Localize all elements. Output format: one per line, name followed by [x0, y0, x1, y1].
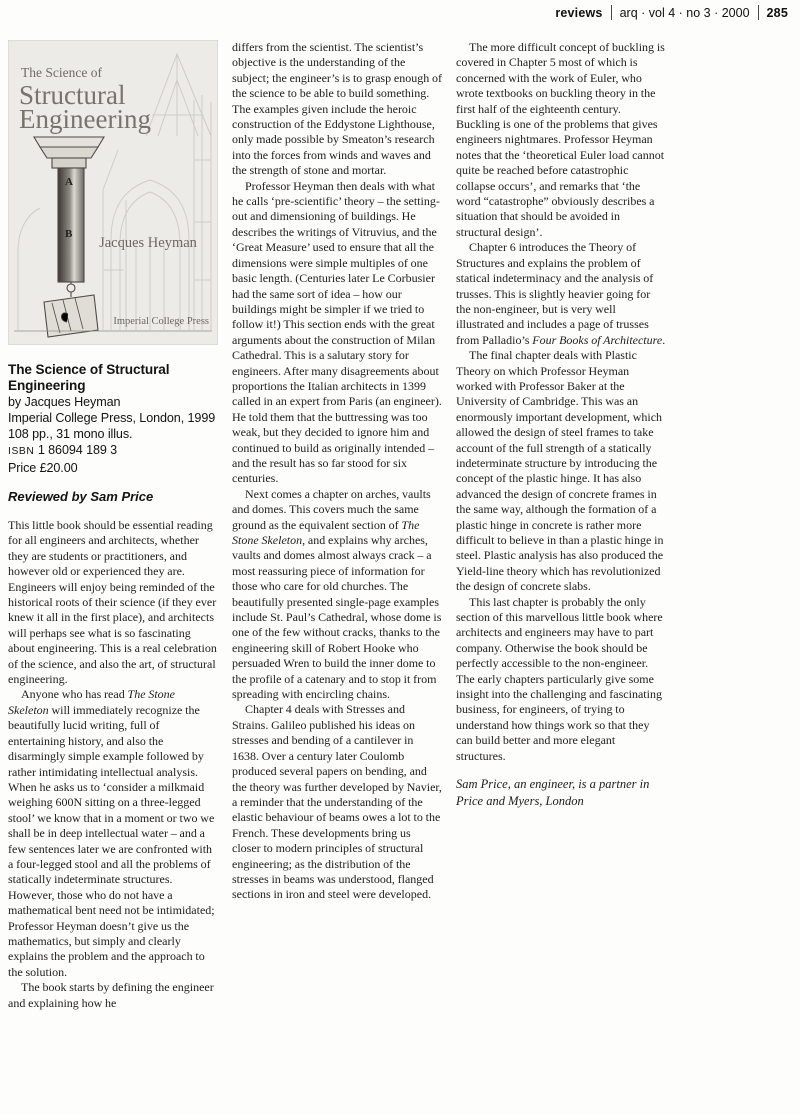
italic-text-run: The Stone Skeleton [8, 687, 175, 717]
text-run: The more difficult concept of buckling is covered in Chapter 5 most of which is concerned with the work of Euler, who wrote textbooks on buckling theory in the first half of the eighteenth century. Buckling is one of the problems that gives engineers nightmares. Professor Heyman notes that the ‘theoretical Euler load cannot quite be reached before catastrophic collapse occurs’, and remarks that ‘the word “catastrophe” obviously describes a situation that should be avoided in structural design’. [456, 40, 665, 239]
book-cover-image [8, 40, 218, 345]
text-run: Chapter 6 introduces the Theory of Structures and explains the problem of statical indeterminacy and the analysis of trusses. This is slightly heavier going for the non-engineer, but is very well illustrated and includes a page of trusses from Palladio’s [456, 240, 654, 347]
review-paragraph [232, 179, 442, 487]
column-left [8, 40, 218, 1011]
review-text-column-2 [232, 40, 442, 903]
bibliographic-info [8, 362, 218, 476]
review-text-column-1 [8, 518, 218, 1011]
text-run: Next comes a chapter on arches, vaults and domes. This covers much the same ground as the equivalent section of [232, 486, 431, 532]
text-run: . [662, 332, 666, 347]
cover-title-line1: Structural [19, 80, 126, 110]
review-paragraph [8, 687, 218, 980]
text-run: The final chapter deals with Plastic Theory on which Professor Heyman worked with Professor Baker at the University of Cambridge. This was an enormously important development, which allowed the design of steel frames to take account of the full strength of a statically indeterminate structure by introducing the concept of the plastic hinge. It has also advanced the design of concrete frames in the same way, although the formation of a plastic hinge in concrete is rather more difficult to believe in than a plastic hinge in steel. Plastic analysis has also produced the Yield-line theory which has revolutionized the design of concrete slabs. [456, 348, 664, 594]
cover-author: Jacques Heyman [99, 235, 197, 251]
isbn-number: 1 86094 189 3 [37, 443, 118, 457]
section-label: reviews [555, 5, 603, 20]
review-paragraph [232, 40, 442, 179]
review-paragraph [456, 595, 666, 764]
diagram-label-a: A [65, 176, 73, 188]
book-isbn-line [8, 442, 218, 460]
review-paragraph [232, 487, 442, 703]
column-middle [232, 40, 442, 903]
review-paragraph [456, 40, 666, 240]
column-right [456, 40, 666, 809]
cover-title-line2: Engineering [19, 104, 151, 134]
book-extent-line: 108 pp., 31 mono illus. [8, 427, 133, 441]
text-run: The book starts by defining the engineer and explaining how he [8, 980, 214, 1010]
text-run: This last chapter is probably the only section of this marvellous little book where architects and engineers may have to part company. Otherwise the book should be perfectly accessible to the non-engineer. The early chapters particularly give some insight into the challenging and fascinating business, for engineers, of trying to understand how things work so that they can build better and more elegant structures. [456, 594, 663, 763]
journal-volume-label: arq · vol 4 · no 3 · 2000 [619, 5, 750, 20]
review-text-column-3 [456, 40, 666, 764]
diagram-label-b: B [65, 228, 73, 240]
text-run: Anyone who has read [21, 687, 128, 702]
review-paragraph [8, 980, 218, 1011]
italic-text-run: Four Books of Architecture [532, 332, 663, 347]
book-title: The Science of Structural Engineering [8, 362, 170, 393]
review-paragraph [456, 240, 666, 348]
text-run: differs from the scientist. The scientist’s objective is the understanding of the subject; the engineer’s is to grasp enough of the science to be able to build something. The examples given include the heroic construction of the Eddystone Lighthouse, only made possible by Smeaton’s research into the forces from winds and waves and the strength of stone and mortar. [232, 40, 442, 178]
review-paragraph [456, 348, 666, 595]
page-number: 285 [766, 5, 788, 20]
text-run: will immediately recognize the beautifully lucid writing, full of entertaining history, and also the disarmingly simple example followed by rather intimidating intellectual analysis. When he asks us to ‘consider a milkmaid weighing 600N sitting on a three-legged stool’ we know that in a moment or two we shall be in deep intellectual water – and a few sentences later we are confronted with a four-legged stool and all the problems of statically indeterminate structures. However, those who do not have a mathematical bent need not be intimidated; Professor Heyman doesn’t give us the mathematics, but simply and clearly explains the problem and the approach to the solution. [8, 702, 215, 979]
reviewer-byline: Reviewed by Sam Price [8, 489, 154, 504]
book-publisher-line: Imperial College Press, London, 1999 [8, 411, 216, 425]
cover-series-title: The Science of [21, 65, 102, 80]
book-price-line: Price £20.00 [8, 461, 78, 475]
text-run: , and explains why arches, vaults and domes almost always crack – a most reassuring piece of information for those who care for old churches. The beautifully presented single-page examples include St. Paul’s Cathedral, whose dome is one of the few without cracks, thanks to the engineering skill of Robert Hooke who persuaded Wren to build the inner dome to the profile of a catenary and to stop it from spreading with encircling chains. [232, 533, 442, 702]
isbn-label: ISBN [8, 446, 35, 457]
cover-publisher: Imperial College Press [113, 316, 209, 327]
running-head [547, 5, 796, 20]
reviewer-bio: Sam Price, an engineer, is a partner in Price and Myers, London [456, 777, 650, 808]
text-run: Professor Heyman then deals with what he calls ‘pre-scientific’ theory – the setting-out and dimensioning of buildings. He describes the writings of Vitruvius, and the ‘Great Measure’ used to ensure that all the dimensions were simple multiples of one basic length. (Centuries later Le Corbusier had the same sort of idea – how our buildings might be simpler if we tried to follow it!) This section ends with the great arguments about the construction of Milan Cathedral. This is a salutary story for engineers. After many disagreements about proportions the Italian architects in 1399 called in an expert from Paris (an engineer). He told them that the buttressing was too weak, but they decided to ignore him and continued to build as originally intended – and the result has so far stood for six centuries. [232, 178, 442, 486]
review-paragraph [8, 518, 218, 687]
review-paragraph [232, 702, 442, 902]
text-run: Chapter 4 deals with Stresses and Strains. Galileo published his ideas on stresses and bending of a cantilever in 1638. Over a century later Coulomb produced several papers on bending, and the theory was further developed by Navier, a reminder that the understanding of the elastic behaviour of beams owes a lot to the French. These developments bring us closer to modern principles of structural engineering; as the distribution of the stresses in beams was understood, flanged sections in iron and steel were developed. [232, 702, 442, 902]
text-run: This little book should be essential reading for all engineers and architects, whether they are students or practitioners, and however old or experienced they are. Engineers will enjoy being reminded of the historical roots of their science (if they ever knew it all in the first place), and architects will perhaps see what is so fascinating about engineering. This is a real celebration of the science, and also the art, of structural engineering. [8, 518, 217, 687]
italic-text-run: The Stone Skeleton [232, 517, 420, 547]
book-author-line: by Jacques Heyman [8, 395, 121, 409]
